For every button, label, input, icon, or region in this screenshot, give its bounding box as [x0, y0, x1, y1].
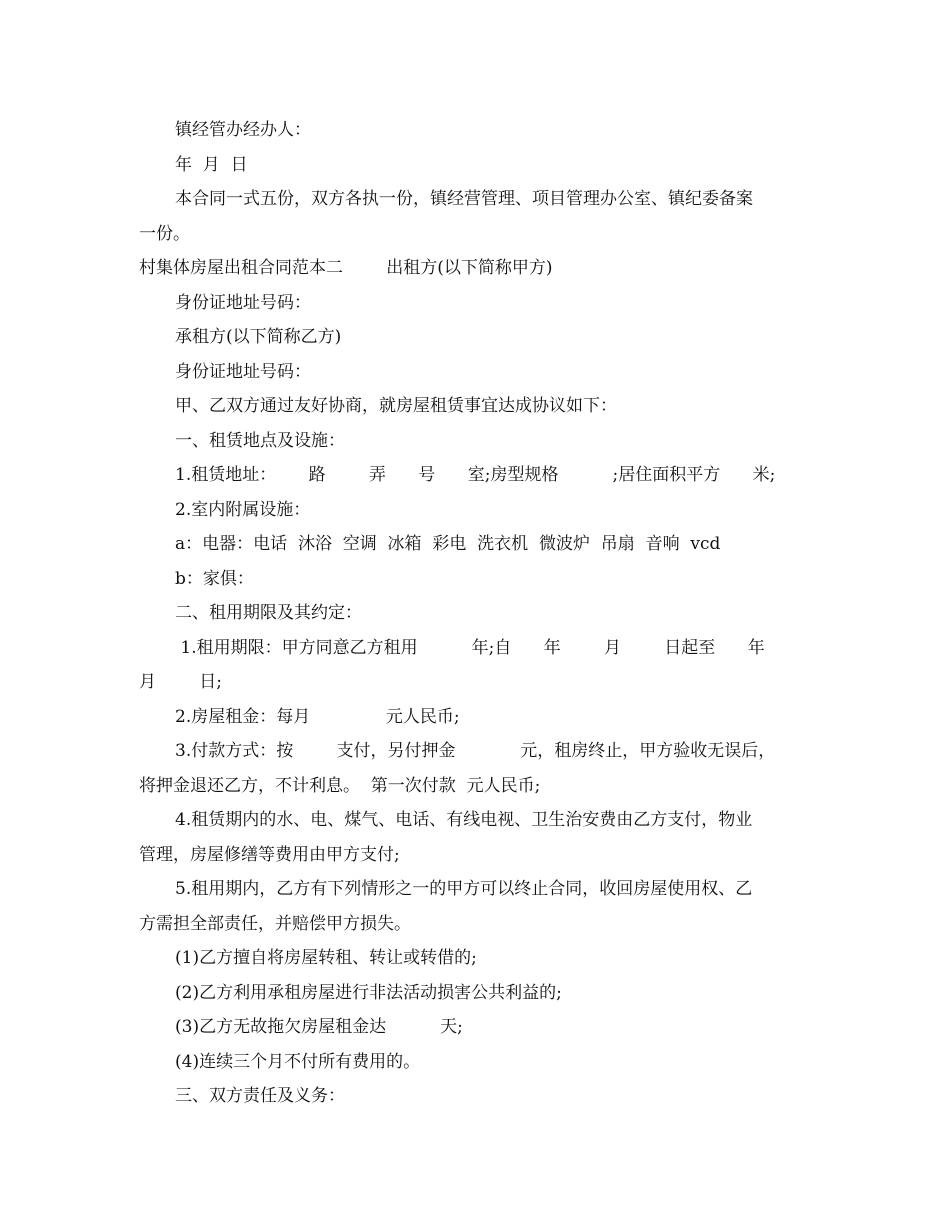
text-line: 本合同一式五份，双方各执一份，镇经营管理、项目管理办公室、镇纪委备案: [175, 189, 753, 209]
text-line: 承租方(以下简称乙方): [175, 327, 342, 347]
clause-heading: 二、租用期限及其约定：: [175, 603, 362, 623]
text-line: a：电器：电话 沐浴 空调 冰箱 彩电 洗衣机 微波炉 吊扇 音响 vcd: [175, 534, 721, 554]
text-line: 管理，房屋修缮等费用由甲方支付;: [139, 844, 400, 865]
text-line: 3.付款方式：按 支付，另付押金 元，租房终止，甲方验收无误后，: [175, 741, 776, 761]
clause-heading: 三、双方责任及义务：: [175, 1086, 345, 1106]
text-line: (1)乙方擅自将房屋转租、转让或转借的;: [175, 948, 477, 968]
text-line: 一份。: [139, 223, 190, 244]
text-line: 甲、乙双方通过友好协商，就房屋租赁事宜达成协议如下：: [175, 396, 617, 416]
text-line: (4)连续三个月不付所有费用的。: [175, 1051, 421, 1072]
text-line: 5.租用期内，乙方有下列情形之一的甲方可以终止合同，收回房屋使用权、乙: [175, 879, 753, 899]
text-line: 方需担全部责任，并赔偿甲方损失。: [139, 913, 411, 934]
text-line: 身份证地址号码：: [175, 361, 311, 382]
text-line: 将押金退还乙方，不计利息。 第一次付款 元人民币;: [139, 775, 541, 796]
text-line: 2.房屋租金：每月 元人民币;: [175, 706, 460, 727]
text-line: 4.租赁期内的水、电、煤气、电话、有线电视、卫生治安费由乙方支付，物业: [175, 810, 753, 830]
text-line: 1.租用期限：甲方同意乙方租用 年;自 年 月 日起至 年: [175, 637, 765, 658]
text-line: (2)乙方利用承租房屋进行非法活动损害公共利益的;: [175, 982, 562, 1003]
clause-heading: 一、租赁地点及设施：: [175, 430, 345, 451]
section-heading: 村集体房屋出租合同范本二 出租方(以下简称甲方): [139, 258, 553, 278]
document-body: [139, 113, 819, 1114]
text-line: 身份证地址号码：: [175, 292, 311, 313]
text-line: 2.室内附属设施：: [175, 499, 311, 520]
text-line: 1.租赁地址： 路 弄 号 室;房型规格 ;居住面积平方 米;: [175, 465, 776, 485]
text-line: 月 日;: [139, 672, 222, 692]
text-line: b：家俱：: [175, 568, 254, 589]
text-line: 年 月 日: [175, 154, 248, 175]
text-line: (3)乙方无故拖欠房屋租金达 天;: [175, 1017, 463, 1037]
text-line: 镇经管办经办人：: [175, 120, 311, 140]
